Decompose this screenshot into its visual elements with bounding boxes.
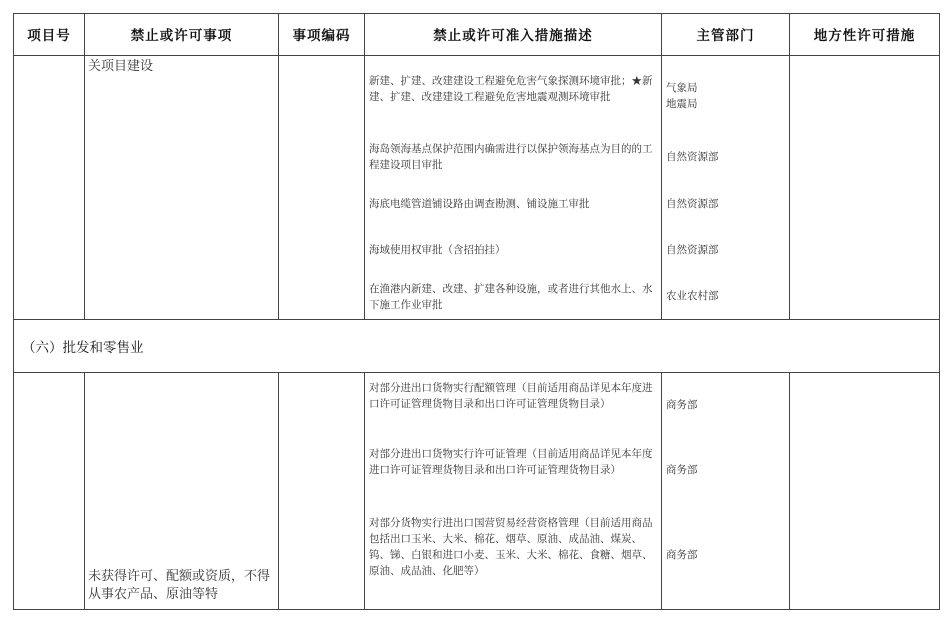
header-measure-description: 禁止或许可准入措施描述 bbox=[433, 28, 593, 44]
section-title: （六）批发和零售业 bbox=[22, 340, 144, 356]
grid-line bbox=[789, 13, 790, 319]
measure-desc: 对部分货物实行进出口国营贸易经营资格管理（目前适用商品包括出口玉米、大米、棉花、烟草、原油、成品油、煤炭、钨、锑、白银和进口小麦、玉米、大米、棉花、食糖、烟草、原油、成品油、化肥等） bbox=[369, 517, 653, 577]
department: 气象局 地震局 bbox=[666, 82, 698, 110]
department: 商务部 bbox=[666, 464, 698, 476]
item-text-section2: 未获得许可、配额或资质，不得从事农产品、原油等特 bbox=[88, 569, 271, 602]
item-text-section1: 关项目建设 bbox=[88, 59, 154, 74]
department: 自然资源部 bbox=[666, 151, 719, 163]
grid-line bbox=[789, 372, 790, 610]
header-local-measures: 地方性许可措施 bbox=[813, 28, 916, 44]
grid-line bbox=[13, 55, 940, 56]
grid-line bbox=[364, 372, 365, 610]
department: 商务部 bbox=[666, 549, 698, 561]
measure-desc: 新建、扩建、改建建设工程避免危害气象探测环境审批；★新建、扩建、改建建设工程避免危害地震观测环境审批 bbox=[369, 75, 653, 103]
header-item-number: 项目号 bbox=[27, 28, 71, 44]
grid-line bbox=[278, 13, 279, 319]
measure-desc: 在渔港内新建、改建、扩建各种设施，或者进行其他水上、水下施工作业审批 bbox=[369, 283, 653, 311]
measure-desc: 海底电缆管道铺设路由调查勘测、铺设施工审批 bbox=[369, 198, 590, 210]
header-item: 禁止或许可事项 bbox=[130, 28, 233, 44]
department: 商务部 bbox=[666, 399, 698, 411]
grid-line bbox=[13, 372, 940, 373]
header-department: 主管部门 bbox=[696, 28, 755, 44]
grid-line bbox=[13, 609, 940, 610]
grid-line bbox=[84, 372, 85, 610]
grid-line bbox=[661, 13, 662, 319]
grid-line bbox=[13, 13, 14, 610]
department: 农业农村部 bbox=[666, 290, 719, 302]
grid-line bbox=[84, 13, 85, 319]
measure-desc: 海岛领海基点保护范围内确需进行以保护领海基点为目的的工程建设项目审批 bbox=[369, 143, 653, 171]
department: 自然资源部 bbox=[666, 198, 719, 210]
header-item-code: 事项编码 bbox=[292, 28, 351, 44]
department: 自然资源部 bbox=[666, 244, 719, 256]
grid-line bbox=[939, 13, 940, 610]
grid-line bbox=[278, 372, 279, 610]
measure-desc: 海域使用权审批（含招拍挂） bbox=[369, 244, 506, 256]
grid-line bbox=[364, 13, 365, 319]
measure-desc: 对部分进出口货物实行许可证管理（目前适用商品详见本年度进口许可证管理货物目录和出口许可证管理货物目录） bbox=[369, 448, 653, 476]
grid-line bbox=[661, 372, 662, 610]
measure-desc: 对部分进出口货物实行配额管理（目前适用商品详见本年度进口许可证管理货物目录和出口许可证管理货物目录） bbox=[369, 382, 653, 410]
grid-line bbox=[13, 319, 940, 320]
